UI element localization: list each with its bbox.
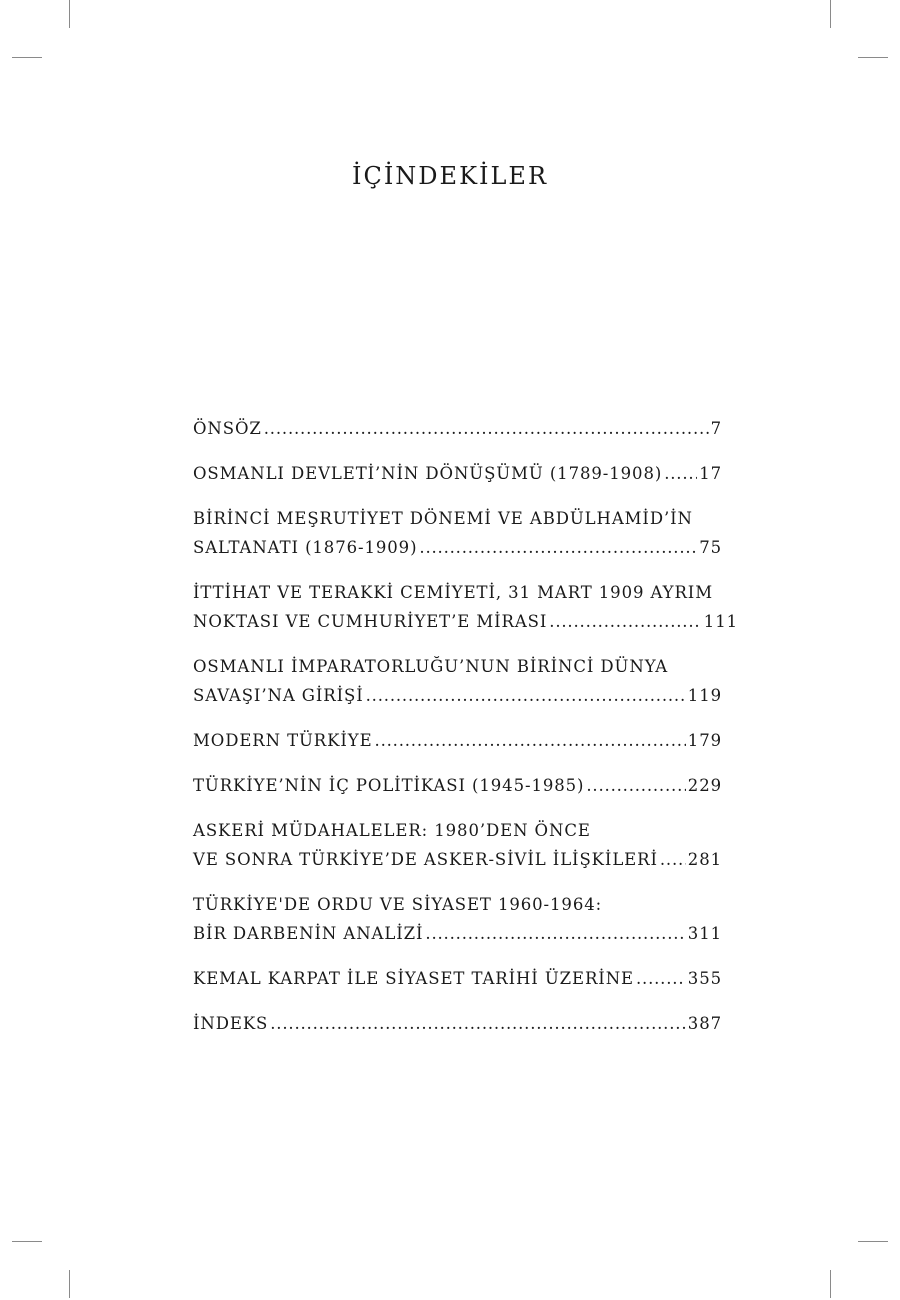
- toc-entry-line: [193, 533, 738, 562]
- toc-entry: [193, 652, 738, 710]
- toc-entry-line: [193, 414, 738, 443]
- crop-mark: [69, 1270, 70, 1298]
- toc-page-number: 75: [699, 538, 722, 557]
- toc-page-number: 111: [703, 612, 738, 631]
- toc-entry-line: [193, 964, 738, 993]
- toc-entry-title: TÜRKİYE’NİN İÇ POLİTİKASI (1945-1985): [193, 776, 585, 795]
- toc-entry: [193, 578, 738, 636]
- toc-entry-line: [193, 816, 738, 845]
- toc-entry-title: MODERN TÜRKİYE: [193, 731, 373, 750]
- toc-entry: [193, 890, 738, 948]
- crop-mark: [858, 1241, 888, 1242]
- toc-entry-line: [193, 890, 738, 919]
- toc-entry-line: [193, 459, 738, 488]
- toc-leader-dots: [419, 533, 697, 562]
- table-of-contents: [193, 414, 738, 1054]
- toc-entry-title: İNDEKS: [193, 1014, 269, 1033]
- toc-leader-dots: [375, 726, 686, 755]
- toc-entry-title: TÜRKİYE'DE ORDU VE SİYASET 1960-1964:: [193, 895, 603, 914]
- toc-entry: [193, 459, 738, 488]
- toc-leader-dots: [660, 845, 686, 874]
- toc-entry-title: KEMAL KARPAT İLE SİYASET TARİHİ ÜZERİNE: [193, 969, 634, 988]
- toc-entry-line: [193, 726, 738, 755]
- toc-leader-dots: [586, 771, 685, 800]
- toc-entry: [193, 726, 738, 755]
- toc-entry-title: BİRİNCİ MEŞRUTİYET DÖNEMİ VE ABDÜLHAMİD’İN: [193, 509, 693, 528]
- toc-entry-line: [193, 504, 738, 533]
- toc-entry-line: [193, 919, 738, 948]
- toc-entry-title: BİR DARBENİN ANALİZİ: [193, 924, 424, 943]
- toc-entry-title: ASKERİ MÜDAHALELER: 1980’DEN ÖNCE: [193, 821, 591, 840]
- crop-mark: [12, 1241, 42, 1242]
- toc-entry-line: [193, 607, 738, 636]
- toc-entry-title: İTTİHAT VE TERAKKİ CEMİYETİ, 31 MART 1909 AYRIM: [193, 583, 713, 602]
- toc-entry-line: [193, 578, 738, 607]
- crop-mark: [69, 0, 70, 28]
- toc-leader-dots: [664, 459, 697, 488]
- toc-leader-dots: [549, 607, 702, 636]
- toc-entry-title: VE SONRA TÜRKİYE’DE ASKER-SİVİL İLİŞKİLERİ: [193, 850, 658, 869]
- toc-entry: [193, 1009, 738, 1038]
- toc-leader-dots: [425, 919, 685, 948]
- toc-entry-line: [193, 652, 738, 681]
- toc-entry-title: SALTANATI (1876-1909): [193, 538, 418, 557]
- crop-mark: [830, 1270, 831, 1298]
- toc-entry-line: [193, 1009, 738, 1038]
- toc-page-number: 17: [699, 464, 722, 483]
- toc-page-number: 311: [687, 924, 722, 943]
- toc-page-number: 7: [710, 419, 722, 438]
- toc-entry: [193, 771, 738, 800]
- toc-leader-dots: [366, 681, 686, 710]
- toc-page-number: 229: [687, 776, 722, 795]
- toc-leader-dots: [264, 414, 709, 443]
- crop-mark: [858, 57, 888, 58]
- toc-leader-dots: [270, 1009, 686, 1038]
- toc-entry: [193, 414, 738, 443]
- toc-page-number: 281: [687, 850, 722, 869]
- toc-entry: [193, 504, 738, 562]
- toc-entry: [193, 964, 738, 993]
- toc-leader-dots: [636, 964, 686, 993]
- crop-mark: [12, 57, 42, 58]
- toc-page-number: 387: [687, 1014, 722, 1033]
- toc-page-number: 355: [687, 969, 722, 988]
- toc-entry-title: OSMANLI DEVLETİ’NİN DÖNÜŞÜMÜ (1789-1908): [193, 464, 663, 483]
- toc-entry-line: [193, 681, 738, 710]
- toc-entry-title: OSMANLI İMPARATORLUĞU’NUN BİRİNCİ DÜNYA: [193, 657, 669, 676]
- toc-entry-title: SAVAŞI’NA GİRİŞİ: [193, 686, 364, 705]
- toc-entry-line: [193, 845, 738, 874]
- toc-entry-title: NOKTASI VE CUMHURİYET’E MİRASI: [193, 612, 548, 631]
- toc-page-number: 179: [687, 731, 722, 750]
- toc-entry-line: [193, 771, 738, 800]
- toc-entry: [193, 816, 738, 874]
- toc-entry-title: ÖNSÖZ: [193, 419, 262, 438]
- page-title: İÇİNDEKİLER: [351, 162, 549, 190]
- toc-page-number: 119: [687, 686, 722, 705]
- crop-mark: [830, 0, 831, 28]
